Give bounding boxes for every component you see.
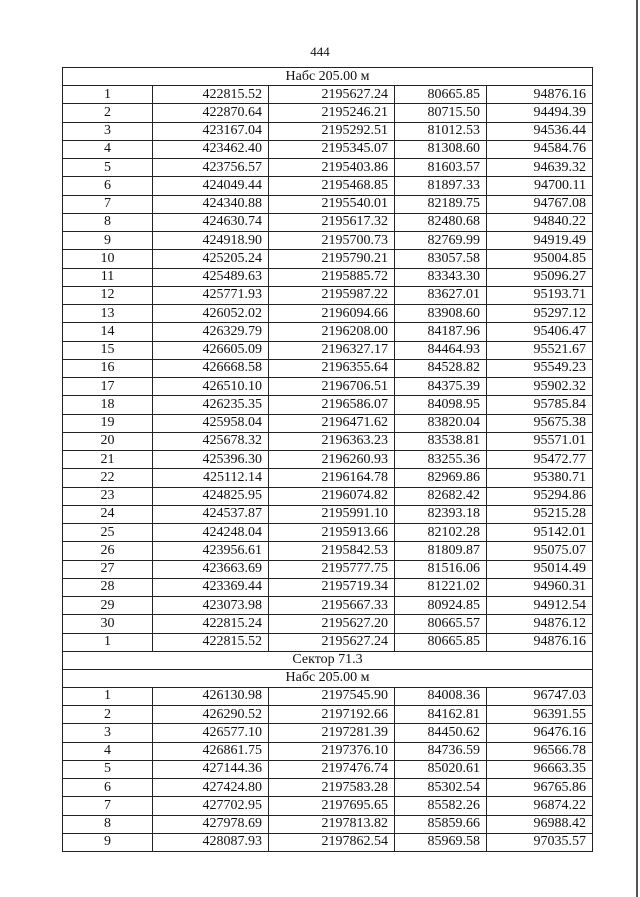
point-number-cell: 29 bbox=[63, 597, 153, 615]
coord-local-x-cell: 84450.62 bbox=[395, 724, 487, 742]
point-number-cell: 1 bbox=[63, 86, 153, 104]
coord-local-x-cell: 84375.39 bbox=[395, 378, 487, 396]
coord-y-cell: 2197583.28 bbox=[269, 779, 395, 797]
coord-x-cell: 425396.30 bbox=[153, 451, 269, 469]
coord-y-cell: 2195777.75 bbox=[269, 560, 395, 578]
point-number-cell: 17 bbox=[63, 378, 153, 396]
coord-x-cell: 424630.74 bbox=[153, 213, 269, 231]
table-row bbox=[63, 487, 593, 505]
coord-y-cell: 2195790.21 bbox=[269, 250, 395, 268]
coord-y-cell: 2195913.66 bbox=[269, 524, 395, 542]
coord-local-y-cell: 95294.86 bbox=[487, 487, 593, 505]
table-row bbox=[63, 597, 593, 615]
table-row bbox=[63, 578, 593, 596]
coord-local-y-cell: 95096.27 bbox=[487, 268, 593, 286]
coord-local-y-cell: 95406.47 bbox=[487, 323, 593, 341]
point-number-cell: 8 bbox=[63, 815, 153, 833]
table-row bbox=[63, 414, 593, 432]
table-row bbox=[63, 232, 593, 250]
coord-local-y-cell: 95785.84 bbox=[487, 396, 593, 414]
section-header: Набс 205.00 м bbox=[63, 669, 593, 687]
coord-local-x-cell: 81516.06 bbox=[395, 560, 487, 578]
point-number-cell: 2 bbox=[63, 706, 153, 724]
table-row bbox=[63, 122, 593, 140]
coord-local-x-cell: 81603.57 bbox=[395, 159, 487, 177]
coord-x-cell: 426605.09 bbox=[153, 341, 269, 359]
coordinates-table-body bbox=[63, 68, 593, 852]
table-row bbox=[63, 815, 593, 833]
coord-local-y-cell: 95075.07 bbox=[487, 542, 593, 560]
coord-y-cell: 2195468.85 bbox=[269, 177, 395, 195]
section-header: Набс 205.00 м bbox=[63, 68, 593, 86]
coord-x-cell: 425958.04 bbox=[153, 414, 269, 432]
table-row bbox=[63, 833, 593, 851]
table-row bbox=[63, 524, 593, 542]
coord-x-cell: 426577.10 bbox=[153, 724, 269, 742]
point-number-cell: 21 bbox=[63, 451, 153, 469]
coord-x-cell: 425205.24 bbox=[153, 250, 269, 268]
point-number-cell: 20 bbox=[63, 432, 153, 450]
coord-local-y-cell: 95297.12 bbox=[487, 305, 593, 323]
table-row bbox=[63, 378, 593, 396]
coord-local-y-cell: 95014.49 bbox=[487, 560, 593, 578]
page-number: 444 bbox=[310, 44, 330, 59]
table-row bbox=[63, 396, 593, 414]
coord-local-y-cell: 94639.32 bbox=[487, 159, 593, 177]
point-number-cell: 26 bbox=[63, 542, 153, 560]
point-number-cell: 19 bbox=[63, 414, 153, 432]
coord-local-x-cell: 80715.50 bbox=[395, 104, 487, 122]
table-row bbox=[63, 305, 593, 323]
table-row bbox=[63, 104, 593, 122]
coord-y-cell: 2196208.00 bbox=[269, 323, 395, 341]
point-number-cell: 27 bbox=[63, 560, 153, 578]
table-row bbox=[63, 359, 593, 377]
coord-local-x-cell: 84187.96 bbox=[395, 323, 487, 341]
coord-local-y-cell: 96765.86 bbox=[487, 779, 593, 797]
point-number-cell: 14 bbox=[63, 323, 153, 341]
coord-x-cell: 423663.69 bbox=[153, 560, 269, 578]
coord-y-cell: 2195345.07 bbox=[269, 140, 395, 158]
coord-y-cell: 2195617.32 bbox=[269, 213, 395, 231]
point-number-cell: 3 bbox=[63, 122, 153, 140]
section-header-row bbox=[63, 669, 593, 687]
coord-x-cell: 426329.79 bbox=[153, 323, 269, 341]
coord-local-x-cell: 83538.81 bbox=[395, 432, 487, 450]
coord-y-cell: 2195627.20 bbox=[269, 615, 395, 633]
coord-local-y-cell: 95675.38 bbox=[487, 414, 593, 432]
coord-local-x-cell: 80665.85 bbox=[395, 86, 487, 104]
coord-local-y-cell: 94840.22 bbox=[487, 213, 593, 231]
coord-y-cell: 2197281.39 bbox=[269, 724, 395, 742]
coord-y-cell: 2195885.72 bbox=[269, 268, 395, 286]
coord-y-cell: 2196363.23 bbox=[269, 432, 395, 450]
coord-local-x-cell: 83627.01 bbox=[395, 286, 487, 304]
coord-local-y-cell: 94584.76 bbox=[487, 140, 593, 158]
coord-local-x-cell: 81012.53 bbox=[395, 122, 487, 140]
coord-y-cell: 2197192.66 bbox=[269, 706, 395, 724]
coord-x-cell: 423956.61 bbox=[153, 542, 269, 560]
point-number-cell: 4 bbox=[63, 742, 153, 760]
coord-y-cell: 2196260.93 bbox=[269, 451, 395, 469]
point-number-cell: 7 bbox=[63, 195, 153, 213]
coord-y-cell: 2196164.78 bbox=[269, 469, 395, 487]
point-number-cell: 23 bbox=[63, 487, 153, 505]
coord-y-cell: 2196706.51 bbox=[269, 378, 395, 396]
coord-local-x-cell: 84098.95 bbox=[395, 396, 487, 414]
coord-x-cell: 422815.52 bbox=[153, 86, 269, 104]
point-number-cell: 25 bbox=[63, 524, 153, 542]
coord-local-x-cell: 83057.58 bbox=[395, 250, 487, 268]
coord-y-cell: 2196327.17 bbox=[269, 341, 395, 359]
coord-x-cell: 423462.40 bbox=[153, 140, 269, 158]
point-number-cell: 11 bbox=[63, 268, 153, 286]
table-row bbox=[63, 268, 593, 286]
coord-y-cell: 2195987.22 bbox=[269, 286, 395, 304]
coord-local-y-cell: 94876.12 bbox=[487, 615, 593, 633]
coord-local-x-cell: 85969.58 bbox=[395, 833, 487, 851]
coord-local-x-cell: 80924.85 bbox=[395, 597, 487, 615]
point-number-cell: 16 bbox=[63, 359, 153, 377]
coord-local-y-cell: 94876.16 bbox=[487, 633, 593, 651]
table-row bbox=[63, 742, 593, 760]
point-number-cell: 13 bbox=[63, 305, 153, 323]
coord-local-x-cell: 83908.60 bbox=[395, 305, 487, 323]
point-number-cell: 3 bbox=[63, 724, 153, 742]
coord-local-x-cell: 85020.61 bbox=[395, 760, 487, 778]
coord-y-cell: 2195627.24 bbox=[269, 86, 395, 104]
point-number-cell: 1 bbox=[63, 633, 153, 651]
coord-y-cell: 2195700.73 bbox=[269, 232, 395, 250]
point-number-cell: 1 bbox=[63, 687, 153, 705]
coord-local-x-cell: 82769.99 bbox=[395, 232, 487, 250]
coord-x-cell: 423369.44 bbox=[153, 578, 269, 596]
coord-local-y-cell: 96874.22 bbox=[487, 797, 593, 815]
coord-local-x-cell: 85859.66 bbox=[395, 815, 487, 833]
coord-local-y-cell: 96988.42 bbox=[487, 815, 593, 833]
table-row bbox=[63, 542, 593, 560]
section-header-row bbox=[63, 68, 593, 86]
coord-local-x-cell: 82393.18 bbox=[395, 505, 487, 523]
coord-local-y-cell: 95380.71 bbox=[487, 469, 593, 487]
section-header-row bbox=[63, 651, 593, 669]
coord-local-y-cell: 94919.49 bbox=[487, 232, 593, 250]
coord-local-x-cell: 83343.30 bbox=[395, 268, 487, 286]
coord-local-x-cell: 84464.93 bbox=[395, 341, 487, 359]
coord-local-x-cell: 84736.59 bbox=[395, 742, 487, 760]
point-number-cell: 4 bbox=[63, 140, 153, 158]
table-row bbox=[63, 779, 593, 797]
coord-x-cell: 428087.93 bbox=[153, 833, 269, 851]
coord-local-x-cell: 85582.26 bbox=[395, 797, 487, 815]
coord-x-cell: 425771.93 bbox=[153, 286, 269, 304]
point-number-cell: 6 bbox=[63, 779, 153, 797]
coord-local-y-cell: 94767.08 bbox=[487, 195, 593, 213]
point-number-cell: 9 bbox=[63, 833, 153, 851]
coordinates-table bbox=[62, 67, 593, 852]
coord-x-cell: 423167.04 bbox=[153, 122, 269, 140]
point-number-cell: 5 bbox=[63, 159, 153, 177]
coord-x-cell: 426235.35 bbox=[153, 396, 269, 414]
coord-x-cell: 424049.44 bbox=[153, 177, 269, 195]
point-number-cell: 5 bbox=[63, 760, 153, 778]
coord-local-x-cell: 83820.04 bbox=[395, 414, 487, 432]
coord-local-y-cell: 94912.54 bbox=[487, 597, 593, 615]
table-row bbox=[63, 687, 593, 705]
coord-local-x-cell: 82969.86 bbox=[395, 469, 487, 487]
coord-y-cell: 2195246.21 bbox=[269, 104, 395, 122]
point-number-cell: 12 bbox=[63, 286, 153, 304]
coord-local-y-cell: 94700.11 bbox=[487, 177, 593, 195]
point-number-cell: 15 bbox=[63, 341, 153, 359]
coord-local-y-cell: 94536.44 bbox=[487, 122, 593, 140]
coord-local-y-cell: 95193.71 bbox=[487, 286, 593, 304]
coord-local-x-cell: 81221.02 bbox=[395, 578, 487, 596]
point-number-cell: 10 bbox=[63, 250, 153, 268]
table-row bbox=[63, 760, 593, 778]
coord-x-cell: 422870.64 bbox=[153, 104, 269, 122]
coord-x-cell: 426290.52 bbox=[153, 706, 269, 724]
coord-y-cell: 2195719.34 bbox=[269, 578, 395, 596]
point-number-cell: 18 bbox=[63, 396, 153, 414]
point-number-cell: 8 bbox=[63, 213, 153, 231]
coord-y-cell: 2196074.82 bbox=[269, 487, 395, 505]
table-row bbox=[63, 560, 593, 578]
coord-x-cell: 426052.02 bbox=[153, 305, 269, 323]
coord-y-cell: 2197813.82 bbox=[269, 815, 395, 833]
coord-local-x-cell: 82480.68 bbox=[395, 213, 487, 231]
coord-local-y-cell: 96476.16 bbox=[487, 724, 593, 742]
coord-local-x-cell: 84528.82 bbox=[395, 359, 487, 377]
coord-local-x-cell: 80665.85 bbox=[395, 633, 487, 651]
table-row bbox=[63, 323, 593, 341]
point-number-cell: 22 bbox=[63, 469, 153, 487]
coord-x-cell: 427424.80 bbox=[153, 779, 269, 797]
coord-x-cell: 427978.69 bbox=[153, 815, 269, 833]
coord-y-cell: 2195667.33 bbox=[269, 597, 395, 615]
coord-local-y-cell: 95004.85 bbox=[487, 250, 593, 268]
coord-local-y-cell: 94494.39 bbox=[487, 104, 593, 122]
coord-x-cell: 422815.52 bbox=[153, 633, 269, 651]
coord-x-cell: 424248.04 bbox=[153, 524, 269, 542]
coord-x-cell: 426130.98 bbox=[153, 687, 269, 705]
point-number-cell: 9 bbox=[63, 232, 153, 250]
coord-local-x-cell: 81809.87 bbox=[395, 542, 487, 560]
coord-local-x-cell: 80665.57 bbox=[395, 615, 487, 633]
coord-x-cell: 427144.36 bbox=[153, 760, 269, 778]
coord-local-y-cell: 96391.55 bbox=[487, 706, 593, 724]
coord-x-cell: 425112.14 bbox=[153, 469, 269, 487]
table-row bbox=[63, 286, 593, 304]
table-row bbox=[63, 140, 593, 158]
coord-y-cell: 2197862.54 bbox=[269, 833, 395, 851]
table-row bbox=[63, 341, 593, 359]
coord-x-cell: 425489.63 bbox=[153, 268, 269, 286]
coord-x-cell: 423073.98 bbox=[153, 597, 269, 615]
coord-x-cell: 424918.90 bbox=[153, 232, 269, 250]
coord-local-y-cell: 96663.35 bbox=[487, 760, 593, 778]
point-number-cell: 30 bbox=[63, 615, 153, 633]
coord-y-cell: 2195842.53 bbox=[269, 542, 395, 560]
coord-y-cell: 2197376.10 bbox=[269, 742, 395, 760]
table-row bbox=[63, 195, 593, 213]
coord-x-cell: 426510.10 bbox=[153, 378, 269, 396]
coord-local-x-cell: 81308.60 bbox=[395, 140, 487, 158]
table-row bbox=[63, 451, 593, 469]
coord-local-y-cell: 96747.03 bbox=[487, 687, 593, 705]
coord-x-cell: 422815.24 bbox=[153, 615, 269, 633]
table-row bbox=[63, 159, 593, 177]
coord-y-cell: 2196355.64 bbox=[269, 359, 395, 377]
table-row bbox=[63, 86, 593, 104]
coord-local-y-cell: 97035.57 bbox=[487, 833, 593, 851]
coord-local-x-cell: 84008.36 bbox=[395, 687, 487, 705]
point-number-cell: 6 bbox=[63, 177, 153, 195]
coord-y-cell: 2195403.86 bbox=[269, 159, 395, 177]
table-row bbox=[63, 706, 593, 724]
point-number-cell: 24 bbox=[63, 505, 153, 523]
table-row bbox=[63, 469, 593, 487]
coord-local-x-cell: 81897.33 bbox=[395, 177, 487, 195]
table-row bbox=[63, 213, 593, 231]
coord-local-y-cell: 95902.32 bbox=[487, 378, 593, 396]
coord-x-cell: 426861.75 bbox=[153, 742, 269, 760]
coord-x-cell: 424340.88 bbox=[153, 195, 269, 213]
table-row bbox=[63, 177, 593, 195]
coord-local-x-cell: 83255.36 bbox=[395, 451, 487, 469]
coord-y-cell: 2195292.51 bbox=[269, 122, 395, 140]
coord-local-y-cell: 95215.28 bbox=[487, 505, 593, 523]
coord-y-cell: 2196586.07 bbox=[269, 396, 395, 414]
coord-x-cell: 424537.87 bbox=[153, 505, 269, 523]
coord-local-y-cell: 95521.67 bbox=[487, 341, 593, 359]
coord-x-cell: 427702.95 bbox=[153, 797, 269, 815]
point-number-cell: 7 bbox=[63, 797, 153, 815]
table-row bbox=[63, 615, 593, 633]
table-row bbox=[63, 633, 593, 651]
coord-y-cell: 2195627.24 bbox=[269, 633, 395, 651]
coord-y-cell: 2197476.74 bbox=[269, 760, 395, 778]
coord-x-cell: 424825.95 bbox=[153, 487, 269, 505]
coord-local-x-cell: 82102.28 bbox=[395, 524, 487, 542]
table-row bbox=[63, 724, 593, 742]
coord-y-cell: 2196094.66 bbox=[269, 305, 395, 323]
coord-local-x-cell: 82682.42 bbox=[395, 487, 487, 505]
coord-local-y-cell: 94876.16 bbox=[487, 86, 593, 104]
coord-y-cell: 2195991.10 bbox=[269, 505, 395, 523]
coord-local-y-cell: 95142.01 bbox=[487, 524, 593, 542]
coord-x-cell: 426668.58 bbox=[153, 359, 269, 377]
table-row bbox=[63, 505, 593, 523]
coord-local-y-cell: 96566.78 bbox=[487, 742, 593, 760]
point-number-cell: 28 bbox=[63, 578, 153, 596]
coord-local-y-cell: 95571.01 bbox=[487, 432, 593, 450]
coord-y-cell: 2197695.65 bbox=[269, 797, 395, 815]
coord-local-y-cell: 95472.77 bbox=[487, 451, 593, 469]
table-row bbox=[63, 432, 593, 450]
coord-local-x-cell: 84162.81 bbox=[395, 706, 487, 724]
page-edge-line bbox=[636, 0, 638, 897]
coord-local-y-cell: 95549.23 bbox=[487, 359, 593, 377]
coord-x-cell: 423756.57 bbox=[153, 159, 269, 177]
coord-local-y-cell: 94960.31 bbox=[487, 578, 593, 596]
table-row bbox=[63, 797, 593, 815]
coord-local-x-cell: 82189.75 bbox=[395, 195, 487, 213]
coord-y-cell: 2197545.90 bbox=[269, 687, 395, 705]
coord-y-cell: 2196471.62 bbox=[269, 414, 395, 432]
table-row bbox=[63, 250, 593, 268]
coord-y-cell: 2195540.01 bbox=[269, 195, 395, 213]
point-number-cell: 2 bbox=[63, 104, 153, 122]
section-header: Сектор 71.3 bbox=[63, 651, 593, 669]
coord-local-x-cell: 85302.54 bbox=[395, 779, 487, 797]
coord-x-cell: 425678.32 bbox=[153, 432, 269, 450]
